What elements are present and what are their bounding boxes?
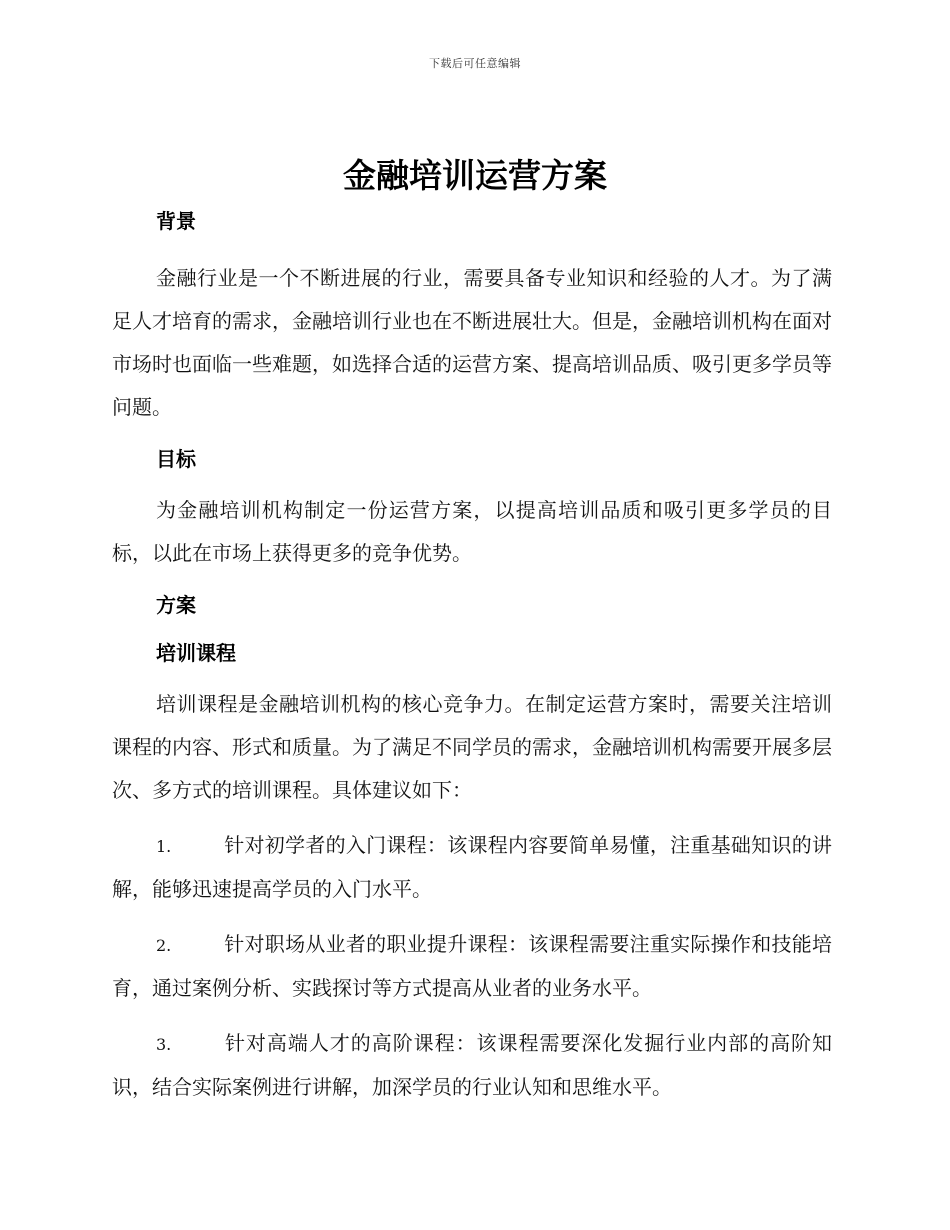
list-item-text: 针对初学者的入门课程：该课程内容要简单易懂，注重基础知识的讲解，能够迅速提高学员的入门水平。 [112, 833, 832, 901]
section-heading-background: 背景 [156, 209, 196, 233]
list-item-text: 针对职场从业者的职业提升课程：该课程需要注重实际操作和技能培育，通过案例分析、实践探讨等方式提高从业者的业务水平。 [112, 932, 832, 1000]
courses-paragraph: 培训课程是金融培训机构的核心竞争力。在制定运营方案时，需要关注培训课程的内容、形式和质量。为了满足不同学员的需求，金融培训机构需要开展多层次、多方式的培训课程。具体建议如下： [112, 692, 832, 802]
goal-paragraph: 为金融培训机构制定一份运营方案，以提高培训品质和吸引更多学员的目标，以此在市场上获得更多的竞争优势。 [112, 498, 832, 565]
section-heading-courses: 培训课程 [156, 641, 236, 665]
document-title: 金融培训运营方案 [343, 156, 607, 195]
list-item [112, 824, 832, 911]
list-item-number: 3. [156, 1035, 172, 1054]
background-paragraph: 金融行业是一个不断进展的行业，需要具备专业知识和经验的人才。为了满足人才培育的需求，金融培训行业也在不断进展壮大。但是，金融培训机构在面对市场时也面临一些难题，如选择合适的运营方案、提高培训品质、吸引更多学员等问题。 [112, 266, 832, 419]
list-item [112, 923, 832, 1010]
list-item [112, 1022, 832, 1109]
header-note: 下载后可任意编辑 [429, 57, 521, 70]
section-heading-plan: 方案 [156, 593, 196, 617]
list-item-text: 针对高端人才的高阶课程：该课程需要深化发掘行业内部的高阶知识，结合实际案例进行讲解，加深学员的行业认知和思维水平。 [112, 1031, 832, 1099]
document-body [112, 203, 832, 1109]
list-item-number: 2. [156, 936, 172, 955]
list-item-number: 1. [156, 837, 172, 856]
section-heading-goal: 目标 [156, 447, 196, 471]
